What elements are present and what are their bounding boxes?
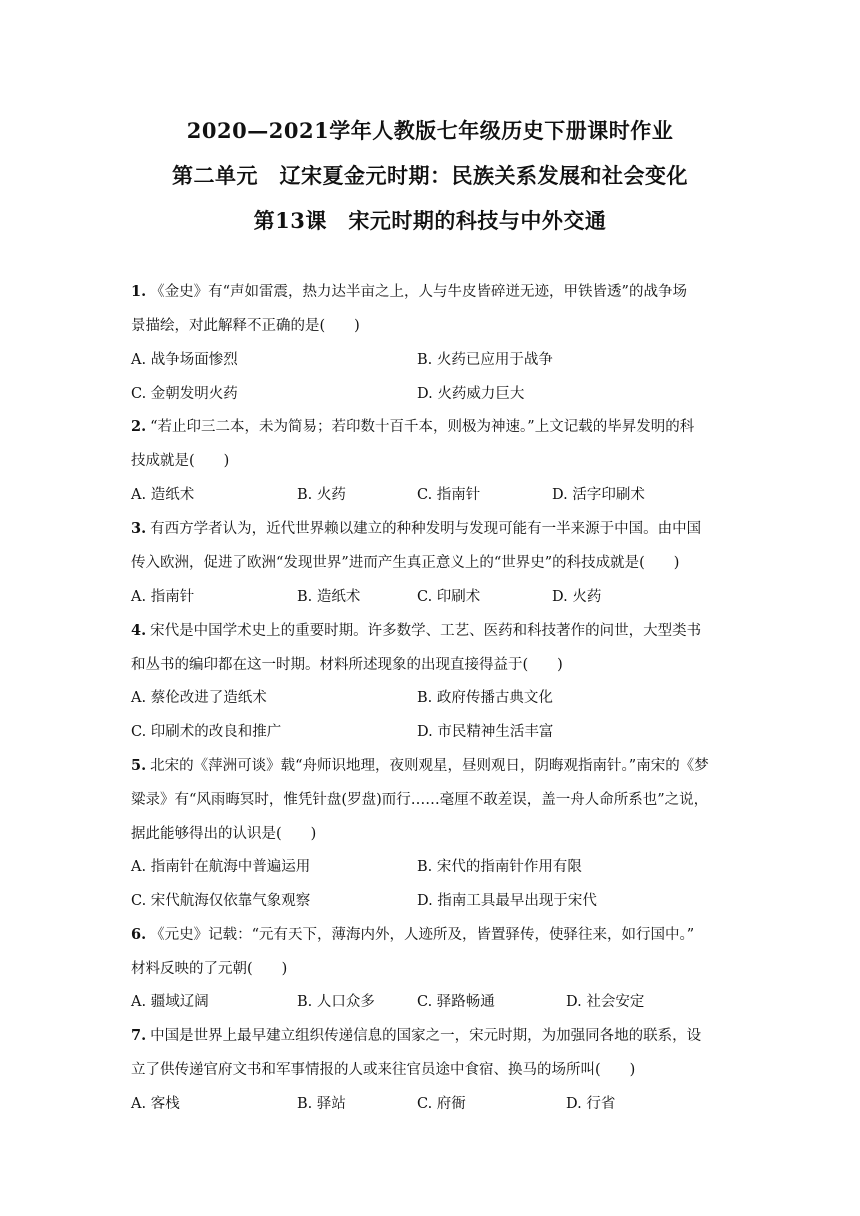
question-4-option-b[interactable]: B. 政府传播古典文化 [417,690,553,706]
question-2-number: 2. [131,418,147,435]
question-5-option-a[interactable]: A. 指南针在航海中普遍运用 [131,859,311,875]
question-6-option-d[interactable]: D. 社会安定 [566,994,645,1010]
question-4-line-1: 4. 宋代是中国学术史上的重要时期。许多数学、工艺、医药和科技著作的问世，大型类书 [131,622,702,639]
question-2-option-c[interactable]: C. 指南针 [417,487,481,503]
question-6-line-1: 6. 《元史》记载：“元有天下，薄海内外，人迹所及，皆置驿传，使驿往来，如行国中。” [131,926,695,943]
question-1-option-c[interactable]: C. 金朝发明火药 [131,386,238,402]
question-6-option-a[interactable]: A. 疆域辽阔 [131,994,209,1010]
question-3-line-1: 3. 有西方学者认为，近代世界赖以建立的种种发明与发现可能有一半来源于中国。由中国 [131,520,702,537]
question-6-line-2: 材料反映的了元朝( ) [131,961,288,977]
question-4-number: 4. [131,622,147,639]
question-5-option-d[interactable]: D. 指南工具最早出现于宋代 [417,893,597,909]
question-2-option-b[interactable]: B. 火药 [297,487,346,503]
question-6-option-b[interactable]: B. 人口众多 [297,994,375,1010]
question-1-option-a[interactable]: A. 战争场面惨烈 [131,352,238,368]
question-5-line-3: 据此能够得出的认识是( ) [131,826,317,842]
question-5-option-c[interactable]: C. 宋代航海仅依靠气象观察 [131,893,311,909]
question-2-line-2: 技成就是( ) [131,453,230,469]
question-7-option-c[interactable]: C. 府衙 [417,1096,466,1112]
question-3-option-a[interactable]: A. 指南针 [131,589,195,605]
question-4-option-c[interactable]: C. 印刷术的改良和推广 [131,724,282,740]
question-5-option-b[interactable]: B. 宋代的指南针作用有限 [417,859,582,875]
question-6-option-c[interactable]: C. 驿路畅通 [417,994,495,1010]
question-7-number: 7. [131,1027,147,1044]
question-5-line-2: 粱录》有“风雨晦冥时，惟凭针盘(罗盘)而行……毫厘不敢差误，盖一舟人命所系也”之说， [131,792,709,808]
question-5-number: 5. [131,757,147,774]
question-3-option-b[interactable]: B. 造纸术 [297,589,361,605]
question-7-line-1: 7. 中国是世界上最早建立组织传递信息的国家之一，宋元时期，为加强同各地的联系，设 [131,1027,702,1044]
question-7-option-d[interactable]: D. 行省 [566,1096,616,1112]
question-3-option-d[interactable]: D. 火药 [552,589,602,605]
question-2-line-1: 2. “若止印三二本，未为简易；若印数十百千本，则极为神速。”上文记载的毕昇发明的科 [131,418,695,435]
question-4-line-2: 和丛书的编印都在这一时期。材料所述现象的出现直接得益于( ) [131,657,563,673]
question-4-option-d[interactable]: D. 市民精神生活丰富 [417,724,554,740]
question-4-option-a[interactable]: A. 蔡伦改进了造纸术 [131,690,267,706]
question-6-number: 6. [131,926,147,943]
question-1-option-b[interactable]: B. 火药已应用于战争 [417,352,553,368]
worksheet-title: 2020—2021学年人教版七年级历史下册课时作业 [186,118,674,143]
question-1-line-1: 1. 《金史》有“声如雷震，热力达半亩之上，人与牛皮皆碎迸无迹，甲铁皆透”的战争场 [131,283,687,300]
question-1-option-d[interactable]: D. 火药威力巨大 [417,386,525,402]
question-1-number: 1. [131,283,147,300]
question-7-option-a[interactable]: A. 客栈 [131,1096,180,1112]
question-1-line-2: 景描绘，对此解释不正确的是( ) [131,318,360,334]
question-3-option-c[interactable]: C. 印刷术 [417,589,481,605]
question-2-option-d[interactable]: D. 活字印刷术 [552,487,645,503]
question-3-line-2: 传入欧洲，促进了欧洲“发现世界”进而产生真正意义上的“世界史”的科技成就是( ) [131,555,680,571]
question-7-option-b[interactable]: B. 驿站 [297,1096,346,1112]
question-3-number: 3. [131,520,147,537]
question-5-line-1: 5. 北宋的《萍洲可谈》载“舟师识地理，夜则观星，昼则观日，阴晦观指南针。”南宋的《梦 [131,757,709,774]
question-7-line-2: 立了供传递官府文书和军事情报的人或来往官员途中食宿、换马的场所叫( ) [131,1062,636,1078]
lesson-title: 第13课 宋元时期的科技与中外交通 [253,208,607,233]
unit-title: 第二单元 辽宋夏金元时期：民族关系发展和社会变化 [172,163,688,188]
question-2-option-a[interactable]: A. 造纸术 [131,487,195,503]
